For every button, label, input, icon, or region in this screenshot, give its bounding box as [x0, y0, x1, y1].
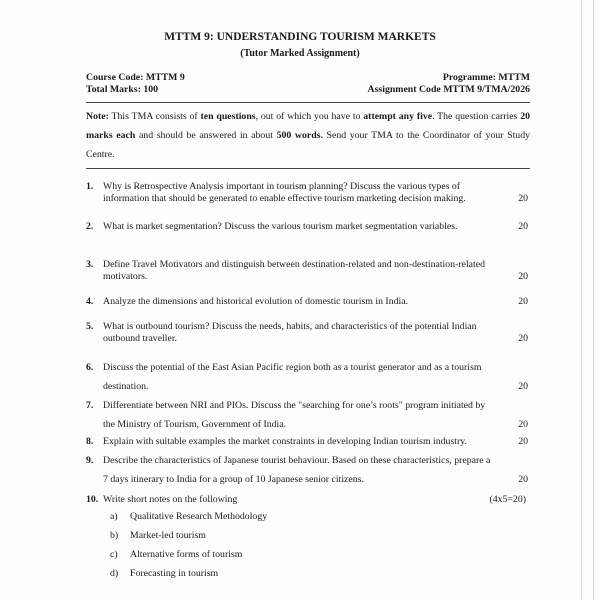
question-line: destination.: [103, 381, 149, 392]
question-item: [86, 490, 536, 510]
divider-top: [86, 102, 530, 103]
course-code: Course Code: MTTM 9: [86, 72, 185, 83]
question-number: 6.: [86, 362, 94, 373]
question-line: What is outbound tourism? Discuss the needs, habits, and characteristics of the potential Indian: [103, 321, 477, 332]
subitem-label: c): [110, 549, 118, 560]
question-marks: 20: [518, 474, 528, 485]
question-text: [103, 432, 517, 451]
subitem-text: Market-led tourism: [130, 530, 206, 541]
question-line: Write short notes on the following: [103, 494, 238, 505]
note-emphasis: attempt any five: [363, 111, 433, 122]
question-item: [86, 451, 536, 491]
question-text: [103, 451, 543, 489]
question-marks: (4x5=20): [489, 494, 526, 505]
subitem: [110, 530, 206, 541]
question-marks: 20: [518, 296, 528, 307]
question-marks: 20: [518, 271, 528, 282]
question-text: [103, 259, 533, 283]
question-marks: 20: [518, 193, 528, 204]
question-text: [103, 358, 533, 396]
note-emphasis: ten questions: [200, 111, 256, 122]
question-marks: 20: [518, 436, 528, 447]
question-number: 7.: [86, 400, 94, 411]
page-edge-line: [581, 0, 582, 600]
subitem-label: a): [110, 511, 118, 522]
question-line: Differentiate between NRI and PIOs. Discuss the "searching for one’s roots" program initiated by: [103, 400, 486, 411]
question-text: [103, 221, 517, 233]
question-text: [103, 490, 517, 509]
question-number: 2.: [86, 221, 94, 232]
subitem-text: Forecasting in tourism: [130, 568, 219, 579]
assignment-code: Assignment Code MTTM 9/TMA/2026: [367, 84, 530, 95]
question-number: 5.: [86, 321, 94, 332]
question-item: [86, 181, 536, 207]
document-title: MTTM 9: UNDERSTANDING TOURISM MARKETS: [164, 31, 436, 43]
question-line: Discuss the potential of the East Asian Pacific region both as a tourist generator and as a tourism: [103, 362, 482, 373]
note-emphasis: 500 words.: [276, 130, 323, 141]
note-text: This TMA consists of: [108, 111, 201, 122]
question-line: motivators.: [103, 271, 148, 282]
note-text: , out of which you have to: [255, 111, 364, 122]
question-marks: 20: [518, 419, 528, 430]
question-number: 3.: [86, 259, 94, 270]
question-text: [103, 396, 533, 434]
question-text: [103, 296, 517, 308]
question-line: 7 days itinerary to India for a group of 10 Japanese senior citizens.: [103, 474, 364, 485]
question-marks: 20: [518, 221, 528, 232]
programme: Programme: MTTM: [442, 72, 530, 83]
question-number: 10.: [86, 494, 99, 505]
subitem-label: d): [110, 568, 119, 579]
question-line: Explain with suitable examples the market constraints in developing Indian tourism industry.: [103, 436, 467, 447]
subitem-text: Qualitative Research Methodology: [130, 511, 268, 522]
question-line: the Ministry of Tourism, Government of India.: [103, 419, 287, 430]
subitem-label: b): [110, 530, 119, 541]
document-subtitle: (Tutor Marked Assignment): [240, 48, 360, 59]
note-text: and should be answered in about: [135, 130, 277, 141]
divider-bottom: [86, 168, 530, 169]
total-marks: Total Marks: 100: [86, 84, 159, 95]
note-emphasis: 20 marks each: [86, 111, 530, 141]
question-line: Describe the characteristics of Japanese tourist behaviour. Based on these characteristics, prepare a: [103, 455, 491, 466]
subitem: [110, 549, 242, 560]
question-marks: 20: [518, 333, 528, 344]
question-item: [86, 321, 536, 347]
question-line: Define Travel Motivators and distinguish between destination-related and non-destination-related: [103, 259, 485, 270]
question-item: [86, 296, 536, 310]
page-edge-line: [593, 0, 594, 600]
note-label: Note:: [86, 111, 109, 122]
question-item: [86, 221, 536, 235]
question-text: [103, 181, 517, 205]
question-line: Why is Retrospective Analysis important in tourism planning? Discuss the various types of: [103, 181, 460, 192]
question-line: information that should be generated to enable effective tourism marketing decision making.: [103, 193, 466, 204]
question-marks: 20: [518, 381, 528, 392]
question-number: 9.: [86, 455, 94, 466]
question-item: [86, 432, 536, 452]
question-item: [86, 396, 536, 436]
subitem: [110, 568, 218, 579]
note-text: Send your TMA to the Coordinator of your Study Centre.: [86, 130, 530, 160]
question-item: [86, 259, 536, 285]
subitem: [110, 511, 267, 522]
instructions-note: [86, 107, 530, 164]
subitem-text: Alternative forms of tourism: [130, 549, 243, 560]
question-line: What is market segmentation? Discuss the various tourism market segmentation variables.: [103, 221, 458, 232]
note-text: . The question carries: [432, 111, 521, 122]
question-number: 1.: [86, 181, 94, 192]
question-number: 8.: [86, 436, 94, 447]
question-item: [86, 358, 536, 398]
question-number: 4.: [86, 296, 94, 307]
question-text: [103, 321, 533, 345]
question-line: Analyze the dimensions and historical evolution of domestic tourism in India.: [103, 296, 409, 307]
question-line: outbound traveller.: [103, 333, 178, 344]
